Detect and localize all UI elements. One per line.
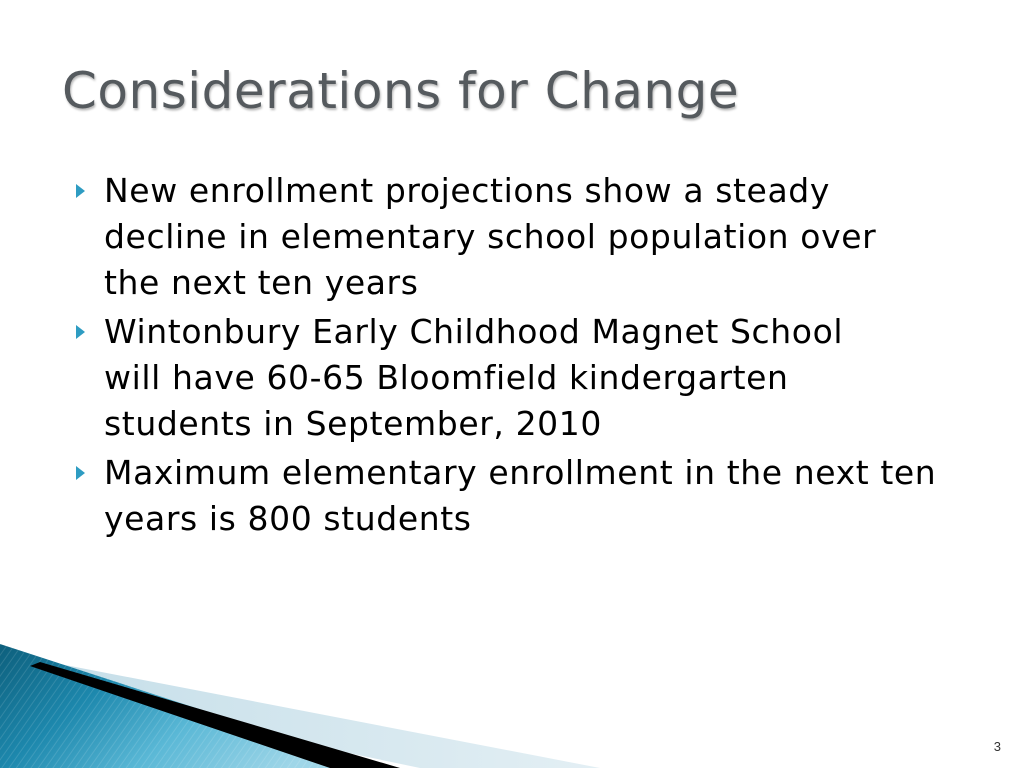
bullet-text: New enrollment projections show a steady decline in elementary school population over the next ten years [104,171,877,302]
bullet-item [74,450,964,542]
triangle-right-icon [76,184,85,198]
footer-decoration [0,644,1024,768]
bullet-item [74,168,934,306]
triangle-right-icon [76,466,85,480]
bullet-item [74,309,894,447]
bullet-text: Maximum elementary enrollment in the next ten years is 800 students [104,453,937,538]
slide-number: 3 [993,739,1001,754]
bullet-list [74,168,954,545]
slide-title: Considerations for Change [62,62,740,120]
triangle-right-icon [76,325,85,339]
bullet-text: Wintonbury Early Childhood Magnet School will have 60-65 Bloomfield kindergarten students in September, 2010 [104,312,844,443]
